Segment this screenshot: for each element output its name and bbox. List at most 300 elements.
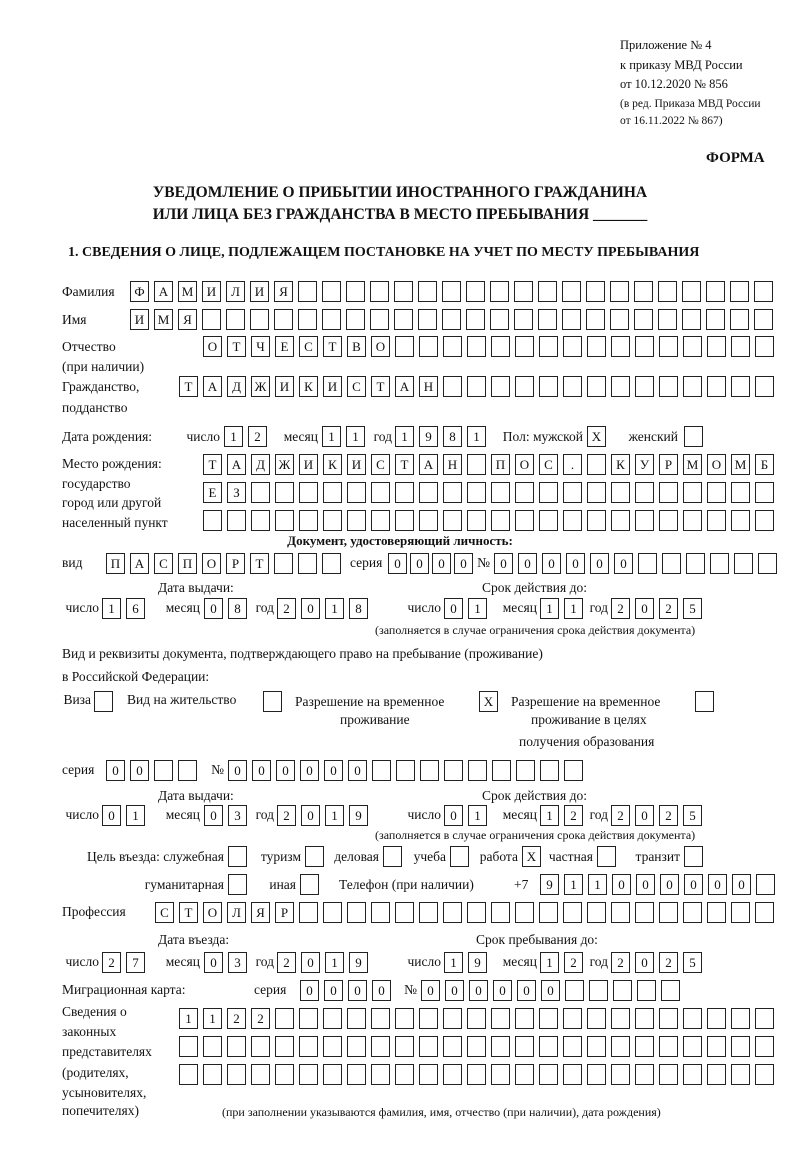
char-box[interactable] (371, 1008, 390, 1029)
char-box[interactable] (300, 874, 319, 895)
char-box[interactable]: 0 (204, 598, 223, 619)
char-box[interactable] (323, 1008, 342, 1029)
char-box[interactable] (420, 760, 439, 781)
char-box[interactable]: 1 (564, 598, 583, 619)
char-box[interactable] (755, 902, 774, 923)
char-box[interactable]: 0 (410, 553, 429, 574)
char-box[interactable]: 0 (432, 553, 451, 574)
char-box[interactable]: Т (227, 336, 246, 357)
char-box[interactable] (323, 510, 342, 531)
char-box[interactable]: 0 (518, 553, 537, 574)
char-box[interactable]: Я (178, 309, 197, 330)
char-box[interactable] (491, 376, 510, 397)
char-box[interactable] (468, 760, 487, 781)
char-box[interactable] (611, 1064, 630, 1085)
char-box[interactable] (371, 1036, 390, 1057)
char-box[interactable]: П (491, 454, 510, 475)
char-box[interactable] (755, 376, 774, 397)
char-box[interactable]: 0 (541, 980, 560, 1001)
char-box[interactable]: 2 (248, 426, 267, 447)
char-box[interactable] (299, 1036, 318, 1057)
char-box[interactable] (154, 760, 173, 781)
char-box[interactable] (467, 482, 486, 503)
char-box[interactable] (734, 553, 753, 574)
char-box[interactable]: 1 (203, 1008, 222, 1029)
char-box[interactable]: З (227, 482, 246, 503)
char-box[interactable]: А (154, 281, 173, 302)
char-box[interactable] (442, 281, 461, 302)
char-box[interactable] (515, 336, 534, 357)
char-box[interactable] (589, 980, 608, 1001)
char-box[interactable] (661, 980, 680, 1001)
char-box[interactable]: 8 (349, 598, 368, 619)
char-box[interactable]: И (202, 281, 221, 302)
char-box[interactable] (419, 336, 438, 357)
char-box[interactable] (490, 309, 509, 330)
char-box[interactable]: О (371, 336, 390, 357)
char-box[interactable]: 1 (102, 598, 121, 619)
char-box[interactable]: 1 (325, 805, 344, 826)
char-box[interactable] (587, 1008, 606, 1029)
char-box[interactable] (178, 760, 197, 781)
char-box[interactable] (755, 482, 774, 503)
char-box[interactable] (538, 281, 557, 302)
char-box[interactable] (707, 336, 726, 357)
char-box[interactable] (635, 482, 654, 503)
char-box[interactable]: 0 (635, 598, 654, 619)
char-box[interactable]: 0 (421, 980, 440, 1001)
char-box[interactable] (203, 510, 222, 531)
char-box[interactable] (323, 482, 342, 503)
char-box[interactable]: 1 (224, 426, 243, 447)
char-box[interactable] (539, 1064, 558, 1085)
char-box[interactable]: М (731, 454, 750, 475)
char-box[interactable] (370, 281, 389, 302)
char-box[interactable]: О (202, 553, 221, 574)
char-box[interactable] (467, 454, 486, 475)
char-box[interactable] (491, 482, 510, 503)
char-box[interactable]: 0 (493, 980, 512, 1001)
char-box[interactable] (226, 309, 245, 330)
char-box[interactable]: 0 (444, 805, 463, 826)
char-box[interactable] (347, 510, 366, 531)
char-box[interactable]: М (683, 454, 702, 475)
char-box[interactable] (659, 510, 678, 531)
char-box[interactable] (635, 1036, 654, 1057)
char-box[interactable]: 2 (659, 598, 678, 619)
char-box[interactable] (540, 760, 559, 781)
char-box[interactable]: 0 (324, 760, 343, 781)
char-box[interactable] (515, 510, 534, 531)
char-box[interactable]: В (347, 336, 366, 357)
char-box[interactable] (707, 902, 726, 923)
char-box[interactable] (563, 1008, 582, 1029)
char-box[interactable] (263, 691, 282, 712)
char-box[interactable]: 0 (348, 760, 367, 781)
char-box[interactable] (179, 1064, 198, 1085)
char-box[interactable]: 1 (540, 598, 559, 619)
char-box[interactable]: Н (443, 454, 462, 475)
char-box[interactable] (443, 482, 462, 503)
char-box[interactable]: Н (419, 376, 438, 397)
char-box[interactable] (683, 482, 702, 503)
char-box[interactable]: X (522, 846, 541, 867)
char-box[interactable] (587, 376, 606, 397)
char-box[interactable]: Ч (251, 336, 270, 357)
char-box[interactable] (347, 482, 366, 503)
char-box[interactable] (682, 309, 701, 330)
char-box[interactable] (299, 902, 318, 923)
char-box[interactable]: И (299, 454, 318, 475)
char-box[interactable] (179, 1036, 198, 1057)
char-box[interactable]: С (299, 336, 318, 357)
char-box[interactable] (491, 1036, 510, 1057)
char-box[interactable] (443, 336, 462, 357)
char-box[interactable]: О (203, 336, 222, 357)
char-box[interactable] (635, 1064, 654, 1085)
char-box[interactable] (635, 510, 654, 531)
char-box[interactable] (597, 846, 616, 867)
char-box[interactable]: 1 (467, 426, 486, 447)
char-box[interactable] (515, 482, 534, 503)
char-box[interactable]: 0 (204, 952, 223, 973)
char-box[interactable] (228, 846, 247, 867)
char-box[interactable] (419, 482, 438, 503)
char-box[interactable]: 1 (126, 805, 145, 826)
char-box[interactable] (634, 309, 653, 330)
char-box[interactable]: С (371, 454, 390, 475)
char-box[interactable]: 0 (445, 980, 464, 1001)
char-box[interactable]: 1 (564, 874, 583, 895)
char-box[interactable] (323, 902, 342, 923)
char-box[interactable] (346, 309, 365, 330)
char-box[interactable] (419, 1064, 438, 1085)
char-box[interactable] (538, 309, 557, 330)
char-box[interactable] (587, 1036, 606, 1057)
char-box[interactable]: С (154, 553, 173, 574)
char-box[interactable] (395, 482, 414, 503)
char-box[interactable] (707, 1008, 726, 1029)
char-box[interactable] (275, 1008, 294, 1029)
char-box[interactable] (298, 553, 317, 574)
char-box[interactable] (394, 281, 413, 302)
char-box[interactable]: А (130, 553, 149, 574)
char-box[interactable]: 0 (301, 805, 320, 826)
char-box[interactable]: 0 (494, 553, 513, 574)
char-box[interactable] (611, 1036, 630, 1057)
char-box[interactable] (707, 1064, 726, 1085)
char-box[interactable]: 0 (228, 760, 247, 781)
char-box[interactable] (659, 482, 678, 503)
char-box[interactable]: И (275, 376, 294, 397)
char-box[interactable] (586, 309, 605, 330)
char-box[interactable]: 8 (443, 426, 462, 447)
char-box[interactable] (491, 336, 510, 357)
char-box[interactable] (467, 510, 486, 531)
char-box[interactable] (562, 309, 581, 330)
char-box[interactable] (492, 760, 511, 781)
char-box[interactable] (323, 1036, 342, 1057)
char-box[interactable] (730, 281, 749, 302)
char-box[interactable] (347, 1036, 366, 1057)
char-box[interactable]: О (707, 454, 726, 475)
char-box[interactable] (371, 510, 390, 531)
char-box[interactable] (683, 1036, 702, 1057)
char-box[interactable] (372, 760, 391, 781)
char-box[interactable] (706, 281, 725, 302)
char-box[interactable]: 0 (252, 760, 271, 781)
char-box[interactable] (683, 1064, 702, 1085)
char-box[interactable] (731, 336, 750, 357)
char-box[interactable] (515, 1064, 534, 1085)
char-box[interactable] (419, 902, 438, 923)
char-box[interactable] (394, 309, 413, 330)
char-box[interactable] (467, 1064, 486, 1085)
char-box[interactable] (706, 309, 725, 330)
char-box[interactable]: 9 (468, 952, 487, 973)
char-box[interactable]: П (106, 553, 125, 574)
char-box[interactable]: Л (227, 902, 246, 923)
char-box[interactable] (443, 376, 462, 397)
char-box[interactable] (563, 482, 582, 503)
char-box[interactable]: Т (395, 454, 414, 475)
char-box[interactable]: 2 (102, 952, 121, 973)
char-box[interactable] (305, 846, 324, 867)
char-box[interactable] (731, 482, 750, 503)
char-box[interactable]: 2 (564, 952, 583, 973)
char-box[interactable]: 1 (444, 952, 463, 973)
char-box[interactable] (383, 846, 402, 867)
char-box[interactable] (662, 553, 681, 574)
char-box[interactable] (347, 1008, 366, 1029)
char-box[interactable]: 0 (130, 760, 149, 781)
char-box[interactable] (515, 902, 534, 923)
char-box[interactable]: П (178, 553, 197, 574)
char-box[interactable]: 0 (708, 874, 727, 895)
char-box[interactable] (755, 336, 774, 357)
char-box[interactable] (611, 336, 630, 357)
char-box[interactable] (659, 1036, 678, 1057)
char-box[interactable] (611, 902, 630, 923)
char-box[interactable]: 9 (419, 426, 438, 447)
char-box[interactable] (203, 1036, 222, 1057)
char-box[interactable]: 3 (228, 805, 247, 826)
char-box[interactable] (586, 281, 605, 302)
char-box[interactable]: 0 (204, 805, 223, 826)
char-box[interactable] (707, 1036, 726, 1057)
char-box[interactable] (638, 553, 657, 574)
char-box[interactable] (275, 482, 294, 503)
char-box[interactable] (562, 281, 581, 302)
char-box[interactable]: 1 (540, 805, 559, 826)
char-box[interactable] (371, 1064, 390, 1085)
char-box[interactable] (611, 482, 630, 503)
char-box[interactable] (515, 1008, 534, 1029)
char-box[interactable] (274, 553, 293, 574)
char-box[interactable]: 5 (683, 805, 702, 826)
char-box[interactable] (371, 482, 390, 503)
char-box[interactable]: 1 (325, 952, 344, 973)
char-box[interactable]: Ф (130, 281, 149, 302)
char-box[interactable] (370, 309, 389, 330)
char-box[interactable]: С (539, 454, 558, 475)
char-box[interactable] (347, 902, 366, 923)
char-box[interactable] (371, 902, 390, 923)
char-box[interactable] (347, 1064, 366, 1085)
char-box[interactable] (227, 510, 246, 531)
char-box[interactable] (731, 1036, 750, 1057)
char-box[interactable]: 0 (301, 952, 320, 973)
char-box[interactable]: 1 (468, 598, 487, 619)
char-box[interactable] (707, 482, 726, 503)
char-box[interactable]: И (250, 281, 269, 302)
char-box[interactable]: Д (227, 376, 246, 397)
char-box[interactable] (450, 846, 469, 867)
char-box[interactable]: И (347, 454, 366, 475)
char-box[interactable] (227, 1064, 246, 1085)
char-box[interactable]: 0 (301, 598, 320, 619)
char-box[interactable] (467, 376, 486, 397)
char-box[interactable] (299, 482, 318, 503)
char-box[interactable] (395, 336, 414, 357)
char-box[interactable]: 2 (277, 805, 296, 826)
char-box[interactable] (490, 281, 509, 302)
char-box[interactable]: 0 (469, 980, 488, 1001)
char-box[interactable]: 1 (468, 805, 487, 826)
char-box[interactable] (563, 1036, 582, 1057)
char-box[interactable]: Е (275, 336, 294, 357)
char-box[interactable] (444, 760, 463, 781)
char-box[interactable]: И (323, 376, 342, 397)
char-box[interactable] (755, 1008, 774, 1029)
char-box[interactable] (587, 454, 606, 475)
char-box[interactable]: 2 (227, 1008, 246, 1029)
char-box[interactable] (635, 376, 654, 397)
char-box[interactable]: 0 (566, 553, 585, 574)
char-box[interactable] (396, 760, 415, 781)
char-box[interactable] (564, 760, 583, 781)
char-box[interactable] (467, 902, 486, 923)
char-box[interactable] (563, 376, 582, 397)
char-box[interactable]: 1 (322, 426, 341, 447)
char-box[interactable]: И (130, 309, 149, 330)
char-box[interactable] (611, 1008, 630, 1029)
char-box[interactable] (587, 902, 606, 923)
char-box[interactable]: Я (251, 902, 270, 923)
char-box[interactable]: X (479, 691, 498, 712)
char-box[interactable] (756, 874, 775, 895)
char-box[interactable] (539, 1036, 558, 1057)
char-box[interactable]: Л (226, 281, 245, 302)
char-box[interactable] (251, 510, 270, 531)
char-box[interactable]: 2 (611, 598, 630, 619)
char-box[interactable]: 0 (660, 874, 679, 895)
char-box[interactable]: 2 (251, 1008, 270, 1029)
char-box[interactable]: 0 (636, 874, 655, 895)
char-box[interactable] (250, 309, 269, 330)
char-box[interactable] (442, 309, 461, 330)
char-box[interactable] (539, 510, 558, 531)
char-box[interactable] (251, 1064, 270, 1085)
char-box[interactable] (684, 426, 703, 447)
char-box[interactable] (565, 980, 584, 1001)
char-box[interactable]: А (395, 376, 414, 397)
char-box[interactable] (755, 1036, 774, 1057)
char-box[interactable] (710, 553, 729, 574)
char-box[interactable]: 0 (635, 805, 654, 826)
char-box[interactable] (613, 980, 632, 1001)
char-box[interactable] (491, 1008, 510, 1029)
char-box[interactable] (395, 902, 414, 923)
char-box[interactable] (539, 1008, 558, 1029)
char-box[interactable] (707, 510, 726, 531)
char-box[interactable]: 0 (300, 760, 319, 781)
char-box[interactable]: К (323, 454, 342, 475)
char-box[interactable] (731, 1008, 750, 1029)
char-box[interactable]: Р (275, 902, 294, 923)
char-box[interactable]: 0 (542, 553, 561, 574)
char-box[interactable]: А (419, 454, 438, 475)
char-box[interactable] (754, 309, 773, 330)
char-box[interactable] (202, 309, 221, 330)
char-box[interactable]: 2 (564, 805, 583, 826)
char-box[interactable]: Е (203, 482, 222, 503)
char-box[interactable]: Т (179, 376, 198, 397)
char-box[interactable] (637, 980, 656, 1001)
char-box[interactable] (322, 309, 341, 330)
char-box[interactable]: 9 (349, 805, 368, 826)
char-box[interactable] (684, 846, 703, 867)
char-box[interactable] (419, 1008, 438, 1029)
char-box[interactable] (443, 1064, 462, 1085)
char-box[interactable] (539, 376, 558, 397)
char-box[interactable]: 2 (611, 952, 630, 973)
char-box[interactable]: М (178, 281, 197, 302)
char-box[interactable] (659, 376, 678, 397)
char-box[interactable] (346, 281, 365, 302)
char-box[interactable]: 1 (179, 1008, 198, 1029)
char-box[interactable] (610, 309, 629, 330)
char-box[interactable] (758, 553, 777, 574)
char-box[interactable] (563, 510, 582, 531)
char-box[interactable] (658, 309, 677, 330)
char-box[interactable]: 9 (349, 952, 368, 973)
char-box[interactable]: Б (755, 454, 774, 475)
char-box[interactable] (659, 336, 678, 357)
char-box[interactable]: 1 (325, 598, 344, 619)
char-box[interactable]: 0 (635, 952, 654, 973)
char-box[interactable]: 1 (540, 952, 559, 973)
char-box[interactable] (514, 281, 533, 302)
char-box[interactable]: У (635, 454, 654, 475)
char-box[interactable] (683, 510, 702, 531)
char-box[interactable] (635, 1008, 654, 1029)
char-box[interactable]: 3 (228, 952, 247, 973)
char-box[interactable]: 2 (277, 952, 296, 973)
char-box[interactable] (395, 1036, 414, 1057)
char-box[interactable] (754, 281, 773, 302)
char-box[interactable]: 1 (395, 426, 414, 447)
char-box[interactable] (395, 1064, 414, 1085)
char-box[interactable] (299, 510, 318, 531)
char-box[interactable] (587, 1064, 606, 1085)
char-box[interactable] (515, 1036, 534, 1057)
char-box[interactable] (298, 309, 317, 330)
char-box[interactable]: С (347, 376, 366, 397)
char-box[interactable] (443, 902, 462, 923)
char-box[interactable]: 0 (102, 805, 121, 826)
char-box[interactable] (563, 1064, 582, 1085)
